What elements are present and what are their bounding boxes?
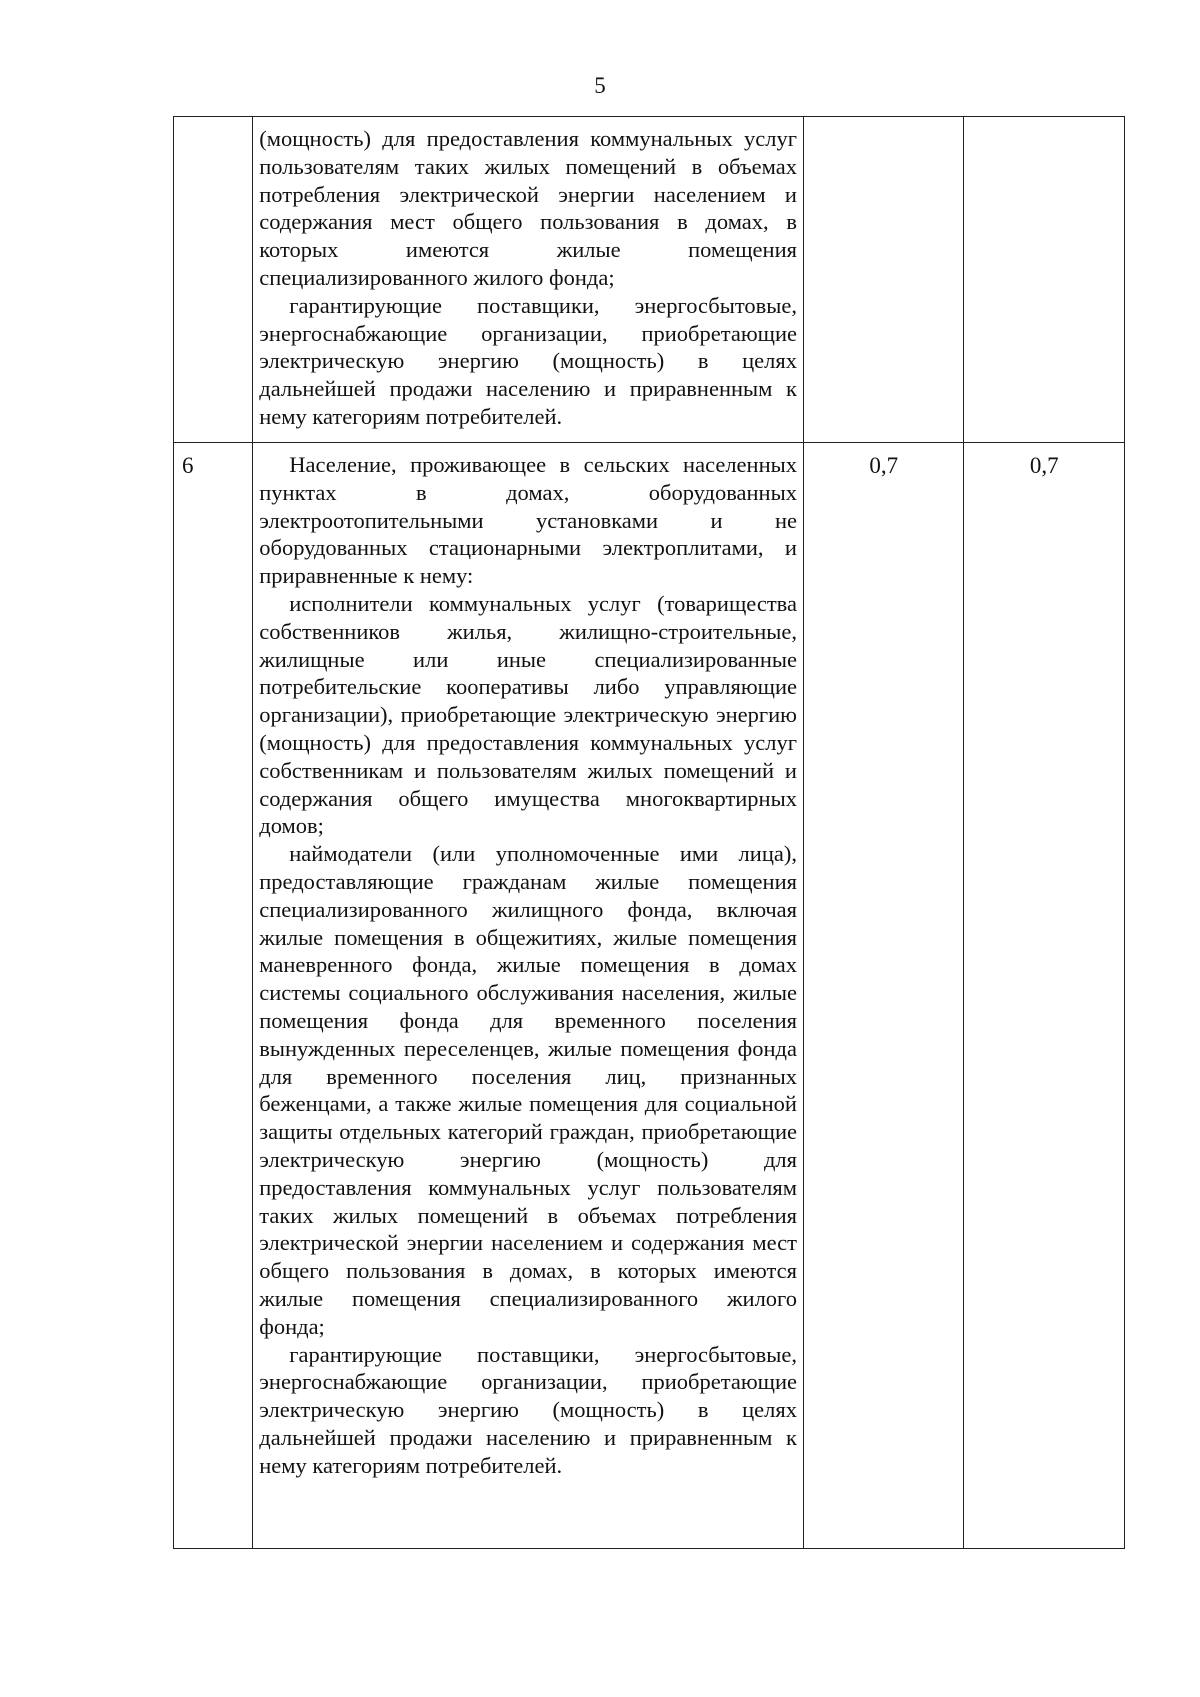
tariff-table	[173, 116, 1125, 1549]
value-cell-1: 0,7	[803, 443, 964, 1549]
table-row-6	[174, 443, 1125, 1549]
row-number-cell	[174, 117, 253, 443]
paragraph: (мощность) для предоставления коммунальных услуг пользователям таких жилых помещений в объемах потребления электрической энергии населением и содержания мест общего пользования в домах, в которых имеются жилые помещения специализированного жилого фонда;	[259, 126, 797, 290]
row-description-cell	[253, 117, 804, 443]
value-cell-2	[964, 117, 1125, 443]
value-cell-1	[803, 117, 964, 443]
paragraph: исполнители коммунальных услуг (товарищества собственников жилья, жилищно-строительные, жилищные или иные специализированные потребительские кооперативы либо управляющие организации), приобретающие электрическую энергию (мощность) для предоставления коммунальных услуг собственникам и пользователям жилых помещений и содержания общего имущества многоквартирных домов;	[259, 590, 797, 839]
value-cell-2: 0,7	[964, 443, 1125, 1549]
paragraph: гарантирующие поставщики, энергосбытовые, энергоснабжающие организации, приобретающие электрическую энергию (мощность) в целях дальнейшей продажи населению и приравненным к нему категориям потребителей.	[259, 1341, 797, 1478]
paragraph: гарантирующие поставщики, энергосбытовые, энергоснабжающие организации, приобретающие электрическую энергию (мощность) в целях дальнейшей продажи населению и приравненным к нему категориям потребителей.	[259, 292, 797, 429]
row-number-cell: 6	[174, 443, 253, 1549]
table-row-continuation	[174, 117, 1125, 443]
page-number: 5	[594, 73, 606, 98]
paragraph: Население, проживающее в сельских населенных пунктах в домах, оборудованных электроотопительными установками и не оборудованных стационарными электроплитами, и приравненные к нему:	[259, 452, 797, 589]
paragraph: наймодатели (или уполномоченные ими лица), предоставляющие гражданам жилые помещения специализированного жилищного фонда, включая жилые помещения в общежитиях, жилые помещения маневренного фонда, жилые помещения в домах системы социального обслуживания населения, жилые помещения фонда для временного поселения вынужденных переселенцев, жилые помещения фонда для временного поселения лиц, признанных беженцами, а также жилые помещения для социальной защиты отдельных категорий граждан, приобретающие электрическую энергию (мощность) для предоставления коммунальных услуг пользователям таких жилых помещений в объемах потребления электрической энергии населением и содержания мест общего пользования в домах, в которых имеются жилые помещения специализированного жилого фонда;	[259, 841, 797, 1339]
row-description-cell	[253, 443, 804, 1549]
